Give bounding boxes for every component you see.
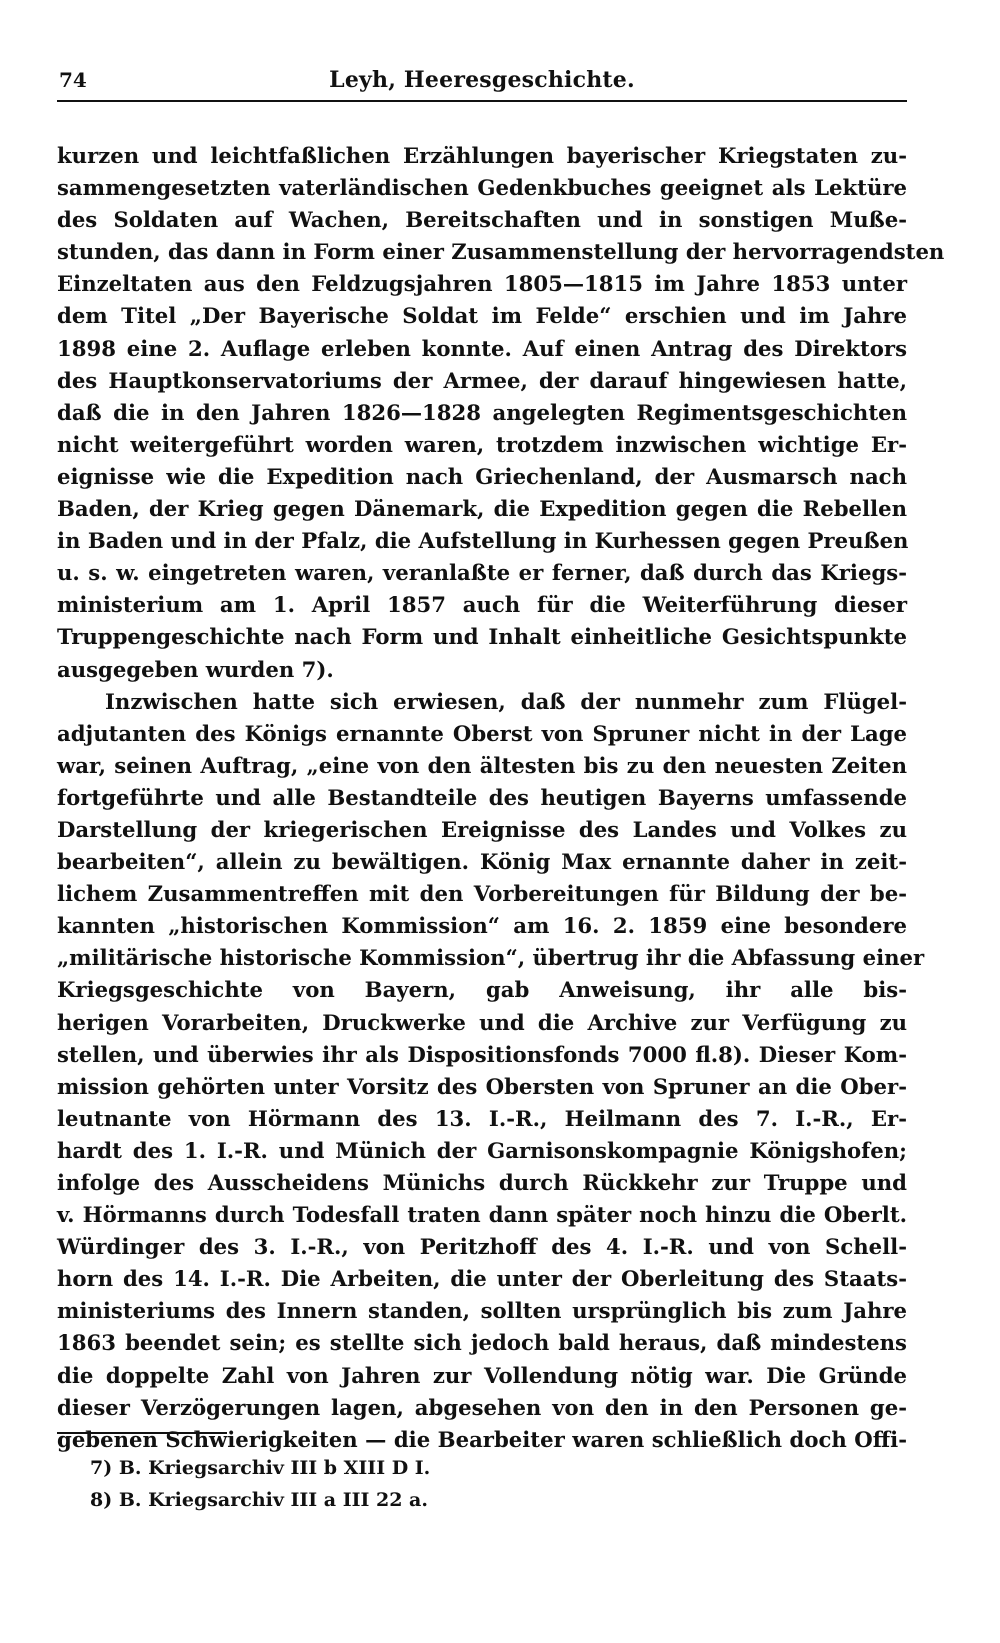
text-line: Baden, der Krieg gegen Dänemark, die Expedition gegen die Rebellen [57, 496, 907, 522]
page-header [57, 62, 907, 102]
text-line: dieser Verzögerungen lagen, abgesehen von den in den Personen ge- [57, 1394, 907, 1420]
text-line: dem Titel „Der Bayerische Soldat im Felde“ erschien und im Jahre [57, 303, 907, 329]
body-text [57, 140, 945, 1456]
text-line: kurzen und leichtfaßlichen Erzählungen bayerischer Kriegstaten zu- [57, 143, 907, 168]
text-line: 1898 eine 2. Auflage erleben konnte. Auf einen Antrag des Direktors [57, 335, 907, 361]
text-line: eignisse wie die Expedition nach Griechenland, der Ausmarsch nach [57, 463, 907, 489]
text-line: stunden, das dann in Form einer Zusammenstellung der hervorragendsten [57, 239, 945, 265]
text-line: Einzeltaten aus den Feldzugsjahren 1805—1815 im Jahre 1853 unter [57, 271, 907, 297]
text-line: leutnante von Hörmann des 13. I.-R., Heilmann des 7. I.-R., Er- [57, 1105, 907, 1131]
text-line: Truppengeschichte nach Form und Inhalt einheitliche Gesichtspunkte [57, 624, 907, 650]
text-line: stellen, und überwies ihr als Dispositionsfonds 7000 fl.8). Dieser Kom- [57, 1041, 907, 1067]
text-line: v. Hörmanns durch Todesfall traten dann später noch hinzu die Oberlt. [57, 1202, 907, 1228]
text-line: in Baden und in der Pfalz, die Aufstellung in Kurhessen gegen Preußen [57, 528, 909, 554]
footnote-7: 7) B. Kriegsarchiv III b XIII D I. [90, 1457, 431, 1479]
text-line: hardt des 1. I.-R. und Münich der Garnisonskompagnie Königshofen; [57, 1137, 907, 1163]
page-number: 74 [59, 68, 87, 92]
text-line: horn des 14. I.-R. Die Arbeiten, die unter der Oberleitung des Staats- [57, 1266, 907, 1292]
text-line: des Soldaten auf Wachen, Bereitschaften und in sonstigen Muße- [57, 207, 907, 233]
text-line: sammengesetzten vaterländischen Gedenkbuches geeignet als Lektüre [57, 175, 907, 201]
text-line: herigen Vorarbeiten, Druckwerke und die Archive zur Verfügung zu [57, 1009, 907, 1035]
text-line: „militärische historische Kommission“, übertrug ihr die Abfassung einer [57, 945, 925, 971]
text-line: des Hauptkonservatoriums der Armee, der darauf hingewiesen hatte, [57, 367, 907, 393]
text-line: ministerium am 1. April 1857 auch für die Weiterführung dieser [57, 592, 907, 618]
text-line: ministeriums des Innern standen, sollten ursprünglich bis zum Jahre [57, 1298, 907, 1324]
text-line: Inzwischen hatte sich erwiesen, daß der nunmehr zum Flügel- [105, 688, 907, 714]
text-line: adjutanten des Königs ernannte Oberst von Spruner nicht in der Lage [57, 720, 907, 746]
text-line: bearbeiten“, allein zu bewältigen. König Max ernannte daher in zeit- [57, 849, 907, 875]
text-line: Darstellung der kriegerischen Ereignisse des Landes und Volkes zu [57, 816, 907, 842]
text-line: fortgeführte und alle Bestandteile des heutigen Bayerns umfassende [57, 784, 907, 810]
text-line: Würdinger des 3. I.-R., von Peritzhoff des 4. I.-R. und von Schell- [57, 1234, 907, 1260]
text-line: war, seinen Auftrag, „eine von den ältesten bis zu den neuesten Zeiten [57, 752, 907, 778]
running-head: Leyh, Heeresgeschichte. [329, 67, 635, 93]
text-line: infolge des Ausscheidens Münichs durch Rückkehr zur Truppe und [57, 1170, 907, 1195]
footnote-divider [57, 1432, 227, 1434]
text-line: daß die in den Jahren 1826—1828 angelegten Regimentsgeschichten [57, 399, 907, 425]
text-line: kannten „historischen Kommission“ am 16. 2. 1859 eine besondere [57, 913, 907, 939]
text-line: nicht weitergeführt worden waren, trotzdem inzwischen wichtige Er- [57, 431, 907, 457]
text-line: Kriegsgeschichte von Bayern, gab Anweisung, ihr alle bis- [57, 977, 907, 1003]
footnote-8: 8) B. Kriegsarchiv III a III 22 a. [90, 1489, 428, 1511]
text-line: gebenen Schwierigkeiten — die Bearbeiter waren schließlich doch Offi- [57, 1426, 907, 1452]
text-line: u. s. w. eingetreten waren, veranlaßte er ferner, daß durch das Kriegs- [57, 560, 907, 586]
text-line: mission gehörten unter Vorsitz des Obersten von Spruner an die Ober- [57, 1073, 907, 1099]
text-line: die doppelte Zahl von Jahren zur Vollendung nötig war. Die Gründe [57, 1362, 907, 1388]
footnotes [90, 1452, 790, 1516]
text-line: lichem Zusammentreffen mit den Vorbereitungen für Bildung der be- [57, 881, 907, 907]
text-line: 1863 beendet sein; es stellte sich jedoch bald heraus, daß mindestens [57, 1330, 907, 1356]
text-line: ausgegeben wurden 7). [57, 656, 334, 682]
